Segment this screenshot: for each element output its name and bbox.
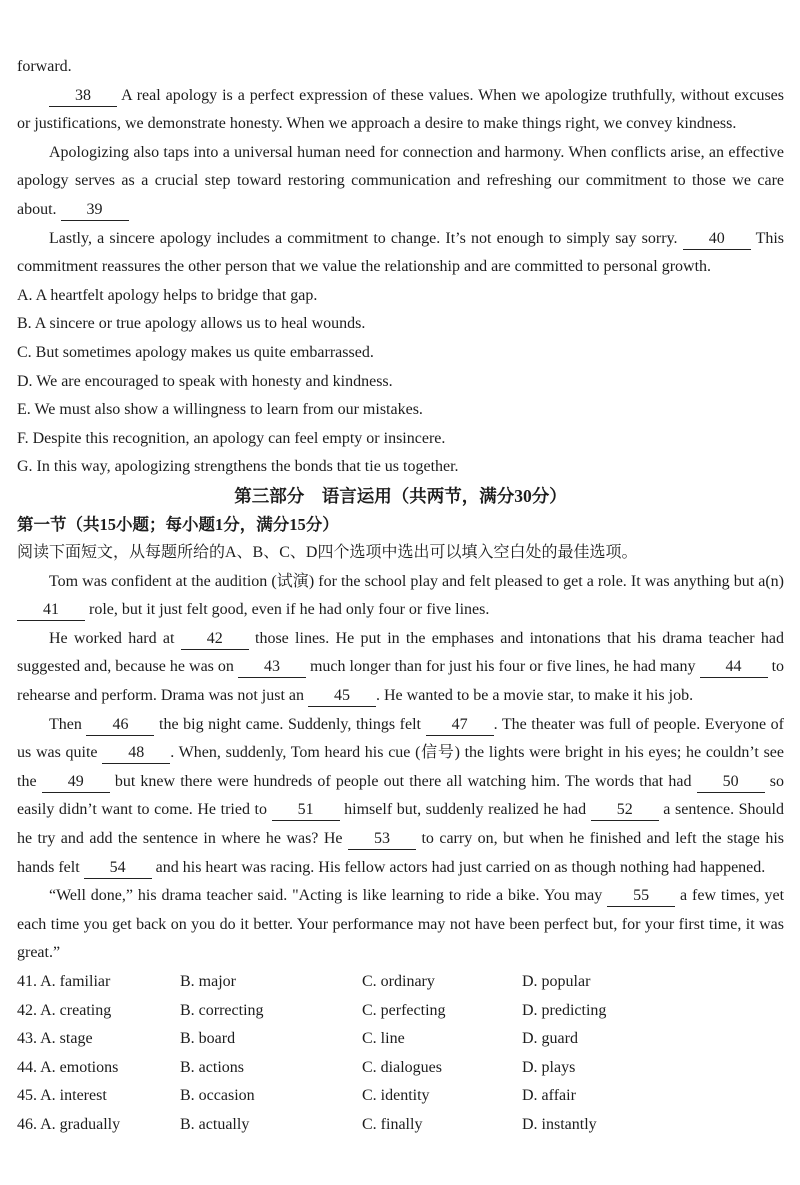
paragraph: “Well done,” his drama teacher said. "Acting is like learning to ride a bike. You may 55 a few times, yet each time you get back on you do it better. Your performance may not have been perfect but, for your first time, it was great.” — [17, 887, 785, 962]
option-d: D. popular — [522, 973, 591, 990]
mcq-cell-b — [180, 1025, 362, 1054]
blank-54: 54 — [84, 858, 152, 879]
section-heading: 第三部分 语言运用（共两节，满分30分） — [234, 485, 567, 506]
mcq-cell-a — [17, 1082, 180, 1111]
option-b: B. actually — [180, 1115, 250, 1133]
mcq-cell-b — [180, 1111, 362, 1140]
instruction-text: 阅读下面短文，从每题所给的A、B、C、D四个选项中选出可以填入空白处的最佳选项。 — [17, 544, 638, 562]
option-c: C. finally — [362, 1115, 423, 1133]
option-a: A. emotions — [40, 1058, 119, 1076]
mcq-row — [17, 997, 784, 1026]
mcq-row — [17, 1054, 784, 1083]
option-item: E. We must also show a willingness to learn from our mistakes. — [17, 401, 423, 419]
mcq-cell-b — [180, 1054, 362, 1083]
options-a-to-g — [17, 282, 784, 482]
mcq-row — [17, 1025, 784, 1054]
option-d: D. plays — [522, 1058, 576, 1076]
mcq-cell-a — [17, 1054, 180, 1083]
mcq-cell-c — [362, 1025, 522, 1054]
mcq-options-table — [17, 968, 784, 1140]
option-a: A. gradually — [40, 1115, 121, 1133]
option-b: B. correcting — [180, 1001, 264, 1019]
mcq-cell-a — [17, 968, 180, 997]
option-item: G. In this way, apologizing strengthens the bonds that tie us together. — [17, 458, 459, 476]
option-d: D. instantly — [522, 1115, 597, 1133]
mcq-cell-d — [522, 1025, 784, 1054]
mcq-cell-a — [17, 1111, 180, 1140]
blank-44: 44 — [700, 657, 768, 678]
paragraph: Lastly, a sincere apology includes a commitment to change. It’s not enough to simply say sorry. 40 This commitment reassures the other person that we value the relationship and are committed to personal growth. — [17, 229, 785, 276]
mcq-cell-c — [362, 1054, 522, 1083]
option-item: D. We are encouraged to speak with honesty and kindness. — [17, 372, 393, 390]
blank-50: 50 — [697, 772, 765, 793]
mcq-cell-d — [522, 997, 784, 1026]
mcq-cell-a — [17, 1025, 180, 1054]
option-c: C. line — [362, 1030, 405, 1048]
blank-40: 40 — [683, 229, 751, 250]
blank-42: 42 — [181, 629, 249, 650]
mcq-cell-d — [522, 1082, 784, 1111]
option-item: F. Despite this recognition, an apology can feel empty or insincere. — [17, 429, 446, 447]
option-b: B. occasion — [180, 1087, 255, 1105]
option-c: C. identity — [362, 1087, 430, 1105]
blank-43: 43 — [238, 657, 306, 678]
mcq-cell-a — [17, 997, 180, 1026]
option-d: D. affair — [522, 1087, 576, 1105]
option-b: B. board — [180, 1030, 236, 1048]
blank-38: 38 — [49, 86, 117, 107]
mcq-cell-d — [522, 1054, 784, 1083]
mcq-cell-d — [522, 1111, 784, 1140]
mcq-cell-c — [362, 968, 522, 997]
option-d: D. guard — [522, 1030, 578, 1048]
question-number: 45. — [17, 1087, 37, 1105]
mcq-cell-c — [362, 997, 522, 1026]
option-a: A. creating — [40, 1001, 112, 1019]
blank-51: 51 — [272, 800, 340, 821]
option-a: A. interest — [40, 1087, 107, 1105]
subsection-heading: 第一节（共15小题；每小题1分，满分15分） — [17, 514, 339, 534]
blank-52: 52 — [591, 800, 659, 821]
question-number: 42. — [17, 1001, 37, 1019]
paragraph: He worked hard at 42 those lines. He put in the emphases and intonations that his drama teacher had suggested and, because he was on 43 much longer than for just his four or five lines, he had many 44 to rehearse and perform. Drama was not just an 45 . He wanted to be a movie star, to make it his job. — [17, 625, 784, 711]
paragraph: 38 A real apology is a perfect expression of these values. When we apologize truthfully, without excuses or justifications, we demonstrate honesty. When we approach a desire to make things right, we convey kindness. — [17, 86, 784, 133]
question-number: 41. — [17, 973, 37, 990]
mcq-cell-b — [180, 968, 362, 997]
option-b: B. major — [180, 973, 236, 990]
option-c: C. ordinary — [362, 973, 435, 990]
question-number: 44. — [17, 1058, 37, 1076]
paragraph: Tom was confident at the audition (试演) for the school play and felt pleased to get a role. It was anything but a(n) 41 role, but it just felt good, even if he had only four or five lines. — [17, 568, 784, 625]
blank-55: 55 — [607, 886, 675, 907]
blank-46: 46 — [86, 715, 154, 736]
blank-53: 53 — [348, 829, 416, 850]
option-c: C. dialogues — [362, 1058, 442, 1076]
mcq-cell-c — [362, 1111, 522, 1140]
blank-39: 39 — [61, 200, 129, 221]
option-b: B. actions — [180, 1058, 244, 1076]
mcq-cell-b — [180, 997, 362, 1026]
paragraph: Apologizing also taps into a universal human need for connection and harmony. When conflicts arise, an effective apology serves as a crucial step toward restoring communication and refreshing our commitment to those we care about. 39 — [17, 139, 784, 225]
blank-48: 48 — [102, 743, 170, 764]
paragraph: Then 46 the big night came. Suddenly, things felt 47 . The theater was full of people. Everyone of us was quite 48 . When, suddenly, Tom heard his cue (信号) the lights were bright in his eyes; he couldn’t see the 49 but knew there were hundreds of people out there all watching him. The words that had 50 so easily didn’t want to come. He tried to 51 himself but, suddenly realized he had 52 a sentence. Should he try and add the sentence in where he was? He 53 to carry on, but when he finished and left the stage his hands felt 54 and his heart was racing. His fellow actors had just carried on as though nothing had happened. — [17, 711, 784, 883]
option-a: A. familiar — [40, 973, 111, 990]
mcq-cell-c — [362, 1082, 522, 1111]
option-item: C. But sometimes apology makes us quite embarrassed. — [17, 343, 374, 361]
paragraph-tail: forward. — [17, 58, 72, 75]
option-item: B. A sincere or true apology allows us to heal wounds. — [17, 315, 366, 333]
blank-45: 45 — [308, 686, 376, 707]
question-number: 46. — [17, 1115, 37, 1133]
mcq-row — [17, 968, 784, 997]
option-d: D. predicting — [522, 1001, 607, 1019]
question-number: 43. — [17, 1030, 37, 1048]
mcq-row — [17, 1111, 784, 1140]
mcq-cell-d — [522, 968, 784, 997]
mcq-cell-b — [180, 1082, 362, 1111]
blank-49: 49 — [42, 772, 110, 793]
option-c: C. perfecting — [362, 1001, 446, 1019]
blank-41: 41 — [17, 600, 85, 621]
blank-47: 47 — [426, 715, 494, 736]
mcq-row — [17, 1082, 784, 1111]
option-a: A. stage — [40, 1030, 93, 1048]
option-item: A. A heartfelt apology helps to bridge that gap. — [17, 286, 318, 304]
